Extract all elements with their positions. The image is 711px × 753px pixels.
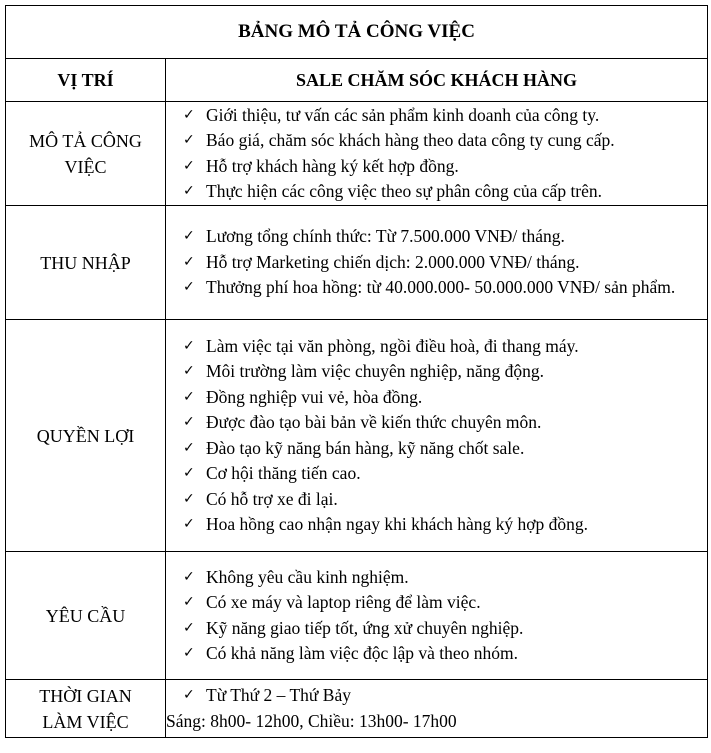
checkmark-icon: ✓ <box>183 157 195 174</box>
checkmark-icon: ✓ <box>183 465 195 481</box>
list-item <box>166 275 707 301</box>
list-item <box>166 461 707 487</box>
label-line: MÔ TẢ CÔNG <box>29 130 142 151</box>
item-text: Hỗ trợ Marketing chiến dịch: 2.000.000 VNĐ/ tháng. <box>206 251 580 272</box>
list-item <box>166 154 707 180</box>
item-text: Đào tạo kỹ năng bán hàng, kỹ năng chốt sale. <box>206 437 525 458</box>
checkmark-icon: ✓ <box>183 363 195 379</box>
checkmark-icon: ✓ <box>183 594 195 610</box>
label-job-description <box>6 102 166 206</box>
list-item <box>166 641 707 667</box>
header-row <box>6 59 708 102</box>
content-requirements <box>166 552 708 680</box>
content-working-time <box>166 680 708 738</box>
list-item <box>166 410 707 436</box>
item-text: Có khả năng làm việc độc lập và theo nhóm. <box>206 643 519 663</box>
checkmark-icon: ✓ <box>183 568 195 585</box>
item-text: Thực hiện các công việc theo sự phân công của cấp trên. <box>206 181 603 201</box>
item-text: Hoa hồng cao nhận ngay khi khách hàng ký hợp đồng. <box>206 514 589 534</box>
list-item <box>166 128 707 154</box>
list-item <box>166 250 707 276</box>
checkmark-icon: ✓ <box>183 279 195 296</box>
label-line: YÊU CẦU <box>45 605 126 626</box>
row-job-description <box>6 102 708 206</box>
item-text: Từ Thứ 2 – Thứ Bảy <box>206 685 351 705</box>
checkmark-icon: ✓ <box>183 687 195 703</box>
header-position-value: SALE CHĂM SÓC KHÁCH HÀNG <box>166 59 708 102</box>
checkmark-icon: ✓ <box>183 516 195 532</box>
content-income <box>166 206 708 320</box>
item-text: Làm việc tại văn phòng, ngồi điều hoà, đi thang máy. <box>206 335 579 356</box>
item-text: Môi trường làm việc chuyên nghiệp, năng động. <box>206 361 545 381</box>
label-requirements <box>6 552 166 680</box>
item-text: Hỗ trợ khách hàng ký kết hợp đồng. <box>206 155 459 176</box>
checkmark-icon: ✓ <box>183 228 195 245</box>
list-item <box>166 103 707 129</box>
label-working-time <box>6 680 166 738</box>
label-line: THỜI GIAN <box>39 685 132 706</box>
item-text: Thưởng phí hoa hồng: từ 40.000.000- 50.000.000 VNĐ/ sản phẩm. <box>206 277 676 298</box>
item-text: Lương tổng chính thức: Từ 7.500.000 VNĐ/ tháng. <box>206 226 565 247</box>
checkmark-icon: ✓ <box>183 490 195 507</box>
checkmark-icon: ✓ <box>183 106 195 123</box>
list-item <box>166 385 707 411</box>
checkmark-icon: ✓ <box>183 388 195 405</box>
list-item <box>166 334 707 360</box>
item-text: Cơ hội thăng tiến cao. <box>206 463 361 483</box>
item-text: Báo giá, chăm sóc khách hàng theo data công ty cung cấp. <box>206 130 615 150</box>
item-text: Đồng nghiệp vui vẻ, hòa đồng. <box>206 386 423 407</box>
job-description-table <box>5 5 708 738</box>
checkmark-icon: ✓ <box>183 253 195 270</box>
working-hours: Sáng: 8h00- 12h00, Chiều: 13h00- 17h00 <box>166 710 457 731</box>
label-line: THU NHẬP <box>40 252 131 273</box>
checkmark-icon: ✓ <box>183 414 195 430</box>
list-item <box>166 565 707 591</box>
checkmark-icon: ✓ <box>183 619 195 636</box>
row-working-time <box>6 680 708 738</box>
check-list <box>166 103 707 205</box>
check-list <box>166 224 707 301</box>
item-text: Không yêu cầu kinh nghiệm. <box>206 566 409 587</box>
content-job-description <box>166 102 708 206</box>
list-item <box>166 359 707 385</box>
label-line: LÀM VIỆC <box>42 711 129 732</box>
check-list <box>166 565 707 667</box>
list-item <box>166 590 707 616</box>
item-text: Có xe máy và laptop riêng để làm việc. <box>206 592 481 612</box>
item-text: Giới thiệu, tư vấn các sản phẩm kinh doanh của công ty. <box>206 104 600 125</box>
checkmark-icon: ✓ <box>183 183 195 199</box>
item-text: Kỹ năng giao tiếp tốt, ứng xử chuyên nghiệp. <box>206 617 524 638</box>
list-item <box>166 179 707 205</box>
label-income <box>6 206 166 320</box>
label-line: QUYỀN LỢI <box>36 425 135 446</box>
check-list <box>166 334 707 538</box>
list-item <box>166 512 707 538</box>
checkmark-icon: ✓ <box>183 337 195 354</box>
item-text: Có hỗ trợ xe đi lại. <box>206 488 338 509</box>
label-benefits <box>6 320 166 552</box>
check-list <box>166 683 707 709</box>
row-requirements <box>6 552 708 680</box>
list-item <box>166 487 707 513</box>
list-item <box>166 683 707 709</box>
checkmark-icon: ✓ <box>183 132 195 148</box>
label-line: VIỆC <box>64 156 107 177</box>
list-item <box>166 616 707 642</box>
row-benefits <box>6 320 708 552</box>
list-item <box>166 436 707 462</box>
table-title: BẢNG MÔ TẢ CÔNG VIỆC <box>6 6 708 59</box>
checkmark-icon: ✓ <box>183 645 195 661</box>
list-item <box>166 224 707 250</box>
header-position-label: VỊ TRÍ <box>6 59 166 102</box>
item-text: Được đào tạo bài bản về kiến thức chuyên môn. <box>206 412 542 432</box>
content-benefits <box>166 320 708 552</box>
row-income <box>6 206 708 320</box>
checkmark-icon: ✓ <box>183 439 195 456</box>
